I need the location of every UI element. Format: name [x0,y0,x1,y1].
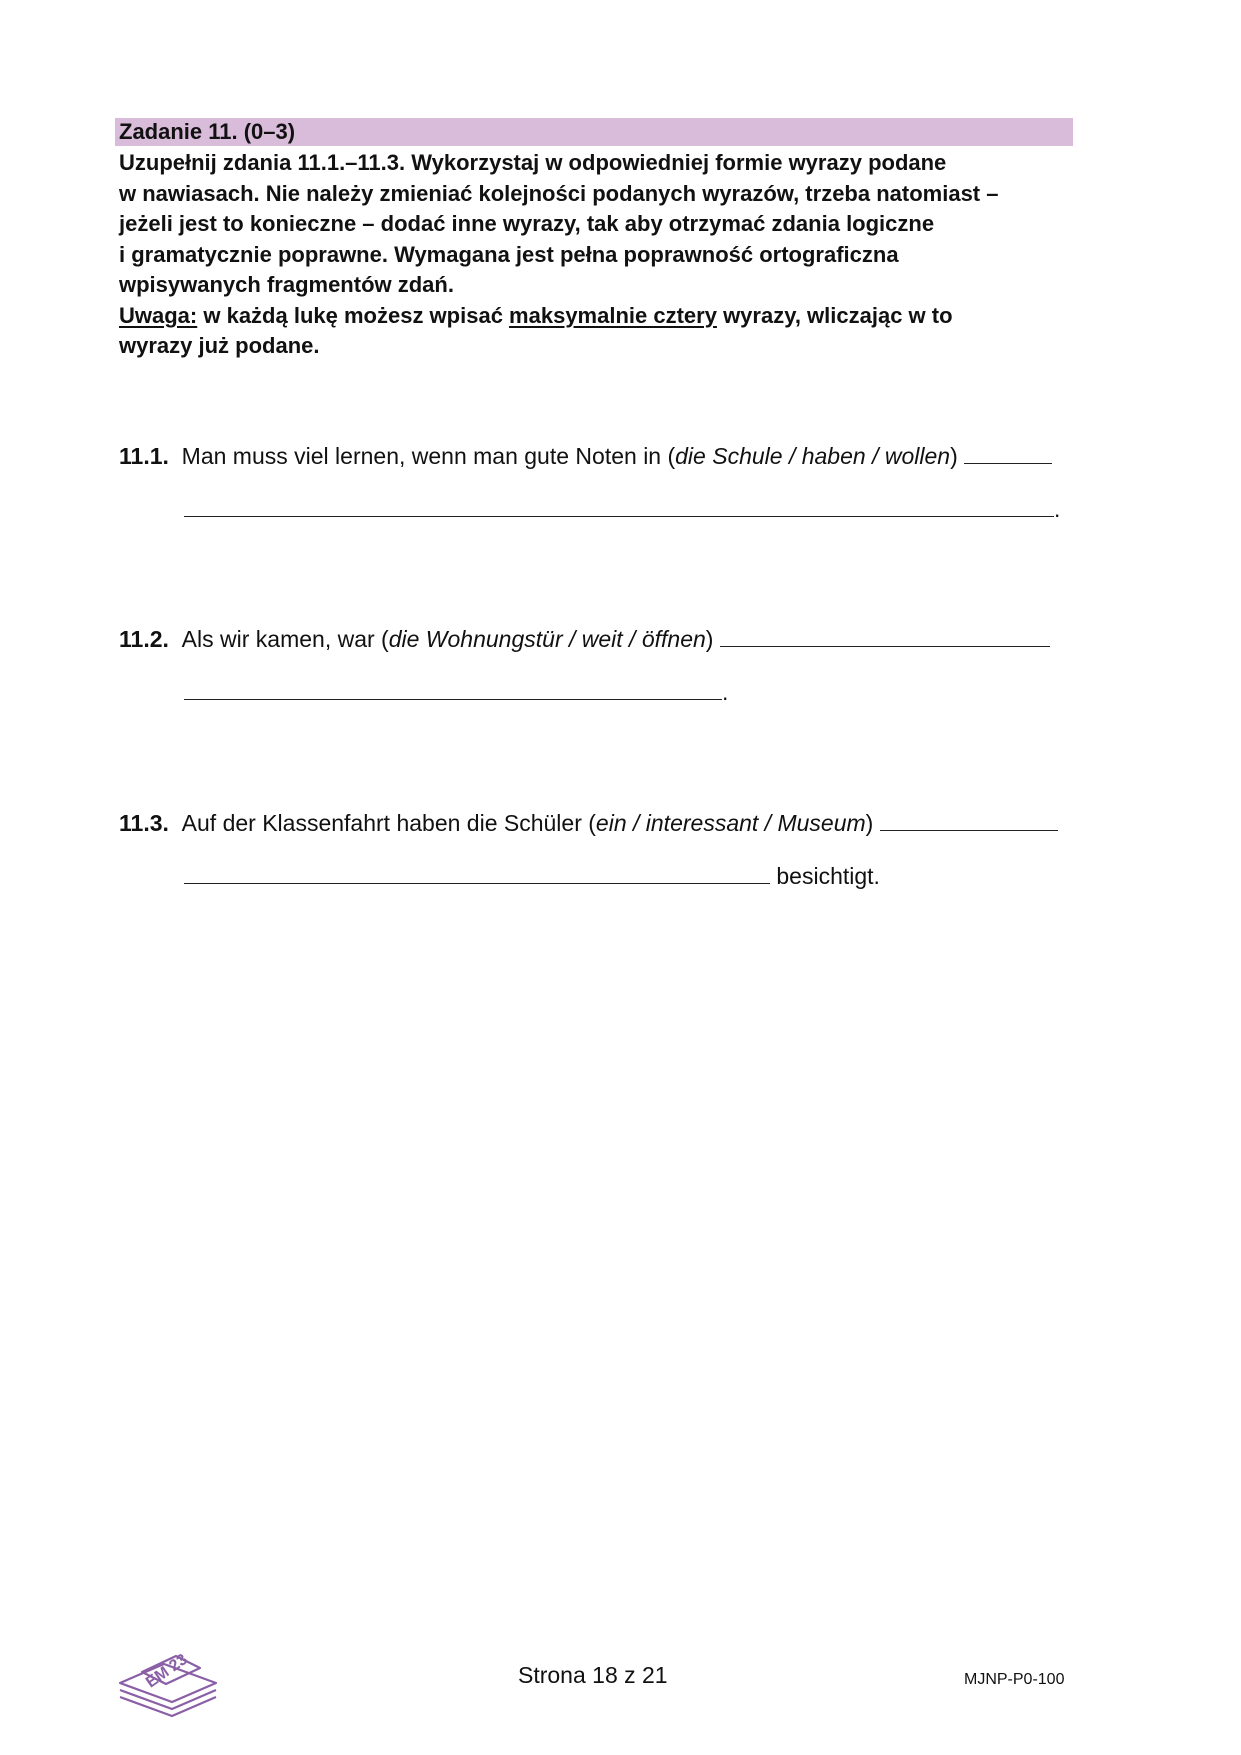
page-number: Strona 18 z 21 [518,1662,668,1688]
instruction-line: wpisywanych fragmentów zdań. [119,272,454,297]
item-prompt: die Schule / haben / wollen [675,443,951,469]
instruction-line: Uzupełnij zdania 11.1.–11.3. Wykorzystaj w odpowiedniej formie wyrazy podane [119,150,947,175]
item-number: 11.1. [119,443,169,469]
note-text: wyrazy, wliczając w to [716,302,953,328]
task-instructions [119,148,1079,362]
item-text: ) [705,626,714,652]
note-text: w każdą lukę możesz wpisać [197,302,510,328]
item-11-3-line1 [119,809,1058,837]
task-title: Zadanie 11. (0–3) [115,118,1073,146]
item-line-end: . [722,679,729,705]
instruction-line: w nawiasach. Nie należy zmieniać kolejności podanych wyrazów, trzeba natomiast – [119,180,999,206]
item-prompt: ein / interessant / Museum [595,810,866,836]
item-11-2-line1 [119,625,1050,653]
item-11-1-line2 [184,495,1060,523]
note-line: wyrazy już podane. [119,333,320,358]
item-text: ) [865,810,874,836]
answer-blank[interactable] [964,443,1052,464]
note-emphasis: maksymalnie cztery [509,302,717,328]
item-number: 11.2. [119,626,169,652]
answer-blank[interactable] [184,496,1054,517]
item-line-end: . [1054,496,1061,522]
item-prompt: die Wohnungstür / weit / öffnen [388,626,706,652]
item-number: 11.3. [119,810,169,836]
item-11-3-line2 [184,862,880,890]
item-11-1-line1 [119,442,1052,470]
note-line [119,301,1079,332]
instruction-line: jeżeli jest to konieczne – dodać inne wyrazy, tak aby otrzymać zdania logiczne [119,211,935,236]
answer-blank[interactable] [184,679,722,700]
item-11-2-line2 [184,678,728,706]
svg-text:EM 23: EM 23 [143,1651,191,1692]
answer-blank[interactable] [720,626,1050,647]
note-label: Uwaga: [119,302,198,328]
item-text: Als wir kamen, war ( [181,626,389,652]
instruction-line: i gramatycznie poprawne. Wymagana jest pełna poprawność ortograficzna [119,241,899,267]
document-code: MJNP-P0-100 [964,1671,1065,1688]
answer-blank[interactable] [184,863,770,884]
exam-stack-logo-icon [116,1640,222,1718]
item-text: Auf der Klassenfahrt haben die Schüler ( [181,810,596,836]
item-line-end: besichtigt. [776,863,880,889]
item-text: Man muss viel lernen, wenn man gute Noten in ( [181,443,676,469]
item-text: ) [950,443,958,469]
answer-blank[interactable] [880,810,1058,831]
